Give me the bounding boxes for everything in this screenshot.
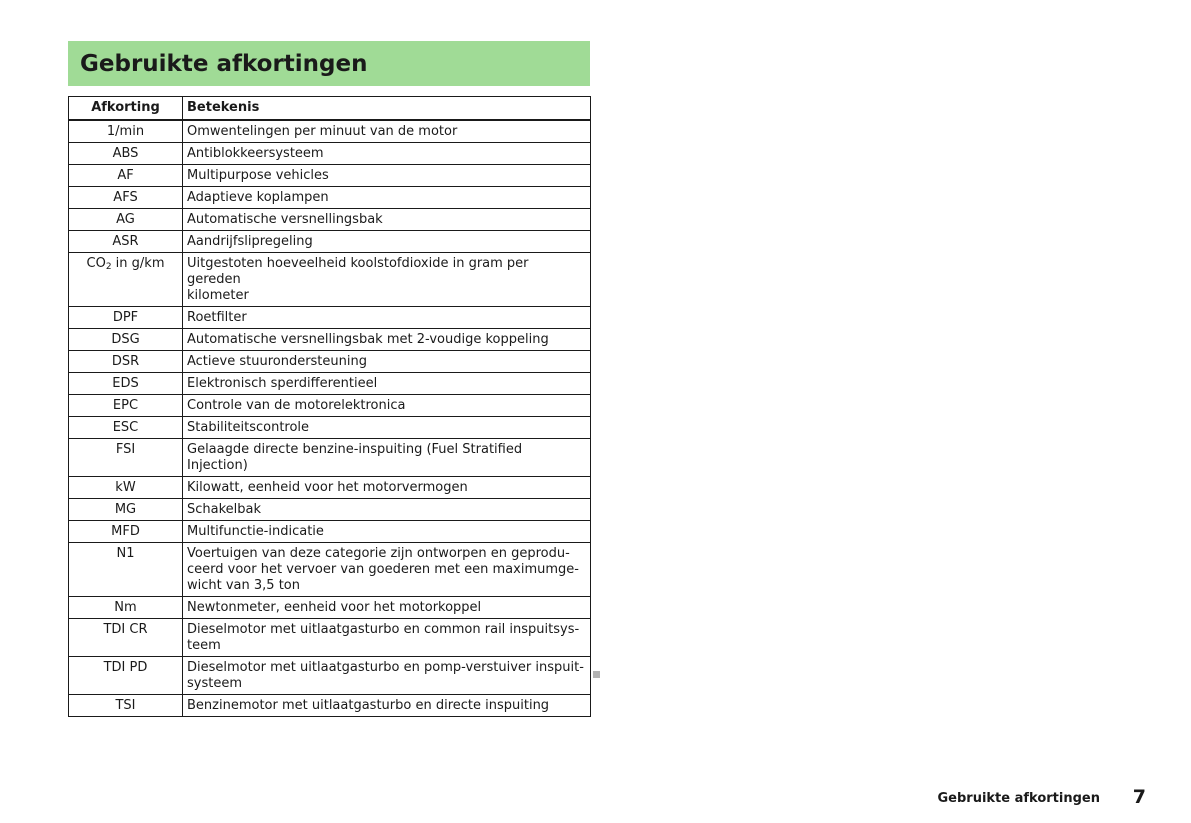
meaning-cell: Antiblokkeersysteem (183, 143, 591, 165)
table-row (69, 209, 591, 231)
table-row (69, 165, 591, 187)
meaning-cell: Automatische versnellingsbak met 2-voudige koppeling (183, 329, 591, 351)
meaning-cell: Kilowatt, eenheid voor het motorvermogen (183, 477, 591, 499)
abbreviation-cell: DSR (69, 351, 183, 373)
abbreviation-cell: MFD (69, 521, 183, 543)
section-header (68, 41, 590, 86)
meaning-cell: Roetfilter (183, 307, 591, 329)
table-header-row (69, 97, 591, 121)
abbreviations-table (68, 96, 591, 717)
page-title: Gebruikte afkortingen (80, 50, 368, 77)
meaning-cell (183, 543, 591, 597)
table-row (69, 143, 591, 165)
abbreviation-main: CO (86, 256, 106, 271)
meaning-cell: Gelaagde directe benzine-inspuiting (Fuel Stratified Injection) (183, 439, 591, 477)
meaning-cell: Adaptieve koplampen (183, 187, 591, 209)
meaning-cell: Controle van de motorelektronica (183, 395, 591, 417)
meaning-line: Uitgestoten hoeveelheid koolstofdioxide in gram per gereden (187, 256, 529, 287)
meaning-line: Dieselmotor met uitlaatgasturbo en pomp-verstuiver inspuit- (187, 660, 584, 675)
page-number: 7 (1132, 786, 1146, 808)
meaning-cell: Schakelbak (183, 499, 591, 521)
table-row (69, 521, 591, 543)
abbreviation-rest: in g/km (111, 256, 165, 271)
meaning-cell (183, 253, 591, 307)
meaning-line: Dieselmotor met uitlaatgasturbo en common rail inspuitsys- (187, 622, 580, 637)
abbreviation-cell: MG (69, 499, 183, 521)
abbreviation-cell: TDI PD (69, 657, 183, 695)
table-row (69, 417, 591, 439)
abbreviation-cell (69, 253, 183, 307)
table-row (69, 307, 591, 329)
table-row (69, 395, 591, 417)
abbreviation-cell: AF (69, 165, 183, 187)
section-end-marker-icon (593, 671, 600, 678)
meaning-line: teem (187, 638, 221, 653)
meaning-cell: Automatische versnellingsbak (183, 209, 591, 231)
meaning-line: ceerd voor het vervoer van goederen met een maximumge- (187, 562, 579, 577)
abbreviation-cell: AG (69, 209, 183, 231)
meaning-cell (183, 657, 591, 695)
meaning-line: wicht van 3,5 ton (187, 578, 300, 593)
meaning-cell: Multipurpose vehicles (183, 165, 591, 187)
table-row (69, 477, 591, 499)
table-row (69, 439, 591, 477)
column-header-meaning: Betekenis (183, 97, 591, 121)
column-header-abbreviation: Afkorting (69, 97, 183, 121)
meaning-cell: Aandrijfslipregeling (183, 231, 591, 253)
meaning-cell: Elektronisch sperdifferentieel (183, 373, 591, 395)
meaning-cell: Omwentelingen per minuut van de motor (183, 120, 591, 143)
table-row (69, 657, 591, 695)
abbreviation-cell: FSI (69, 439, 183, 477)
abbreviation-cell: 1/min (69, 120, 183, 143)
meaning-cell: Actieve stuurondersteuning (183, 351, 591, 373)
meaning-line: kilometer (187, 288, 249, 303)
abbreviation-cell: TSI (69, 695, 183, 717)
meaning-line: Voertuigen van deze categorie zijn ontworpen en geprodu- (187, 546, 570, 561)
table-row (69, 253, 591, 307)
abbreviation-cell: AFS (69, 187, 183, 209)
abbreviation-cell: DPF (69, 307, 183, 329)
meaning-cell: Newtonmeter, eenheid voor het motorkoppel (183, 597, 591, 619)
abbreviation-cell: EPC (69, 395, 183, 417)
table-row (69, 695, 591, 717)
abbreviation-subscript: 2 (105, 262, 112, 272)
table-row (69, 597, 591, 619)
abbreviation-cell: TDI CR (69, 619, 183, 657)
meaning-cell: Stabiliteitscontrole (183, 417, 591, 439)
abbreviation-cell: Nm (69, 597, 183, 619)
abbreviation-cell: N1 (69, 543, 183, 597)
table-row (69, 187, 591, 209)
table-row (69, 351, 591, 373)
abbreviation-cell: kW (69, 477, 183, 499)
abbreviation-cell: ASR (69, 231, 183, 253)
table-row (69, 499, 591, 521)
abbreviation-cell: ABS (69, 143, 183, 165)
footer-section-title: Gebruikte afkortingen (937, 791, 1100, 806)
abbreviation-cell: DSG (69, 329, 183, 351)
meaning-cell: Multifunctie-indicatie (183, 521, 591, 543)
table-row (69, 120, 591, 143)
table-row (69, 619, 591, 657)
meaning-line: systeem (187, 676, 242, 691)
table-row (69, 543, 591, 597)
abbreviation-cell: ESC (69, 417, 183, 439)
abbreviation-cell: EDS (69, 373, 183, 395)
table-row (69, 231, 591, 253)
table-row (69, 373, 591, 395)
meaning-cell (183, 619, 591, 657)
table-row (69, 329, 591, 351)
meaning-cell: Benzinemotor met uitlaatgasturbo en directe inspuiting (183, 695, 591, 717)
